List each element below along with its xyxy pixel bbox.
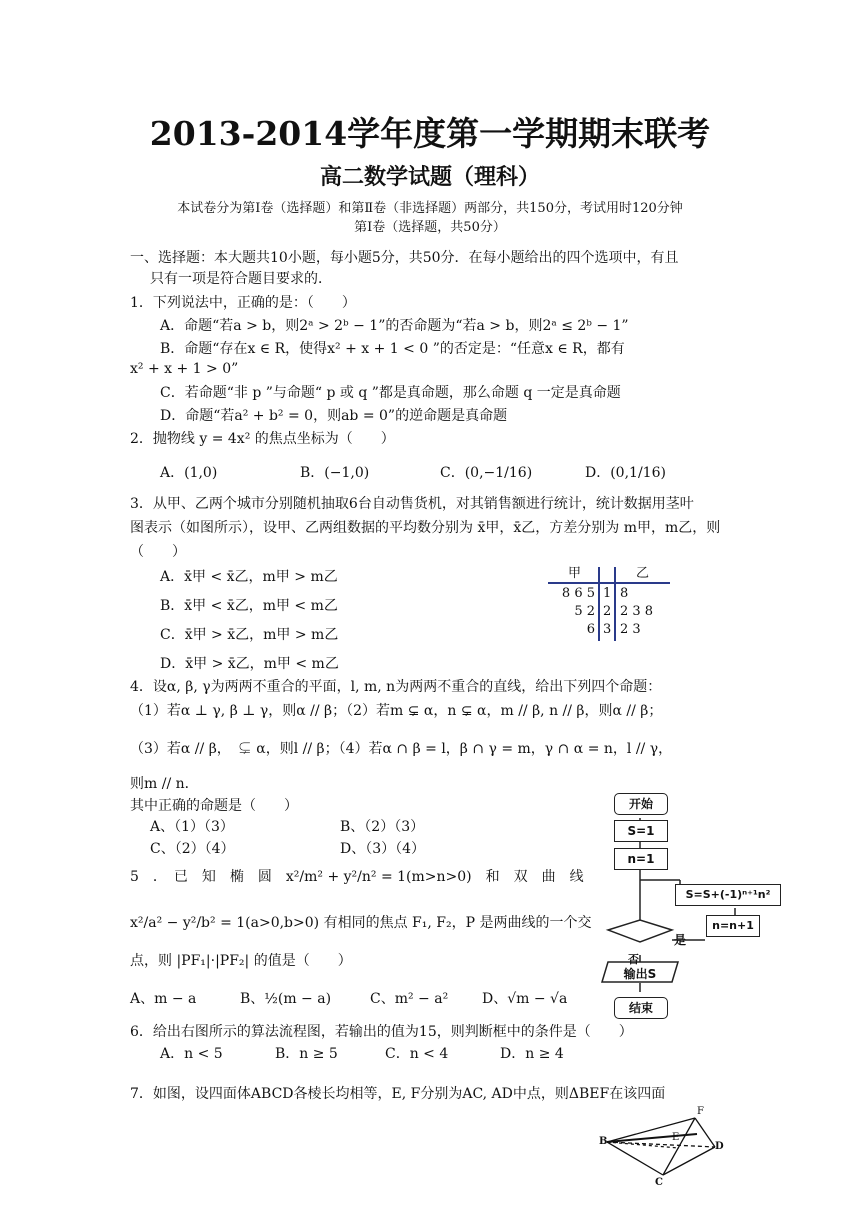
q6-option-c: C．n < 4 (385, 1046, 449, 1062)
stem-leaf-row3-stem: 3 (603, 622, 612, 637)
q3-option-c: C．x̄甲 > x̄乙，m甲 > m乙 (160, 627, 339, 643)
flowchart-no-label: 否 (628, 953, 639, 966)
q4-line2: （1）若α ⊥ γ, β ⊥ γ，则α // β；（2）若m ⊊ α，n ⊊ α，m // β, n // β，则α // β； (130, 703, 663, 719)
q3-line3: （ ） (130, 544, 186, 560)
flowchart-output: 输出S (623, 967, 657, 981)
stem-leaf-row1-left: 8 6 5 (561, 586, 595, 601)
q6-option-d: D．n ≥ 4 (500, 1046, 564, 1062)
page-subtitle: 高二数学试题（理科） (319, 164, 540, 190)
q2-option-b: B．(−1,0) (300, 465, 370, 481)
stem-leaf-hline (548, 582, 670, 584)
q3-option-b: B．x̄甲 < x̄乙，m甲 < m乙 (160, 598, 338, 614)
q4-line4: 则m // n． (130, 776, 199, 792)
part1-heading: 第Ⅰ卷（选择题，共50分） (354, 220, 506, 235)
q6-option-b: B．n ≥ 5 (275, 1046, 338, 1062)
q1-option-a: A．命题“若a > b，则2ᵃ > 2ᵇ − 1”的否命题为“若a > b，则2ᵃ ≤ 2ᵇ − 1” (160, 318, 629, 334)
flowchart-init-s: S=1 (614, 820, 668, 842)
stem-leaf-row3-left: 6 (586, 622, 595, 637)
q5-option-a: A、m − a (130, 991, 197, 1007)
flowchart-yes-label: 是 (674, 933, 687, 947)
exam-intro: 本试卷分为第Ⅰ卷（选择题）和第Ⅱ卷（非选择题）两部分，共150分，考试用时120分钟 (177, 201, 683, 216)
q4-line1: 4．设α, β, γ为两两不重合的平面，l, m, n为两两不重合的直线，给出下列四个命题： (130, 679, 662, 695)
q5-line3: 点，则 |PF₁|·|PF₂| 的值是（ ） (130, 953, 352, 969)
decision-diamond (608, 920, 672, 942)
stem-leaf-row1-stem: 1 (603, 586, 612, 601)
flowchart-update-s: S=S+(-1)ⁿ⁺¹n² (675, 884, 781, 906)
stem-leaf-header-right: 乙 (636, 566, 650, 581)
q1-stem: 1．下列说法中，正确的是：（ ） (130, 295, 356, 311)
q3-line2: 图表示（如图所示），设甲、乙两组数据的平均数分别为 x̄甲，x̄乙，方差分别为 m甲，m乙，则 (130, 520, 721, 536)
section1-line1: 一、选择题：本大题共10小题，每小题5分，共50分．在每小题给出的四个选项中，有且 (130, 250, 679, 266)
q6-option-a: A．n < 5 (160, 1046, 223, 1062)
tetra-label-b: B (599, 1136, 608, 1147)
flowchart-init-n: n=1 (614, 848, 668, 870)
stem-leaf-vline-left (598, 567, 600, 641)
stem-leaf-row3-right: 2 3 (620, 622, 641, 637)
q4-option-b: B、（2）（3） (340, 819, 425, 835)
q7-stem: 7．如图，设四面体ABCD各棱长均相等，E, F分别为AC, AD中点，则ΔBEF在该四面 (130, 1086, 666, 1102)
section1-line2: 只有一项是符合题目要求的． (150, 271, 332, 287)
stem-leaf-vline-right (614, 567, 616, 641)
q3-option-a: A．x̄甲 < x̄乙，m甲 > m乙 (160, 569, 338, 585)
tetra-label-f: F (697, 1106, 704, 1117)
q5-option-d: D、√m − √a (482, 991, 568, 1007)
flowchart-start: 开始 (614, 793, 668, 815)
q1-option-d: D．命题“若a² + b² = 0，则ab = 0”的逆命题是真命题 (160, 408, 508, 424)
q5-option-b: B、½(m − a) (240, 991, 332, 1007)
q3-line1: 3．从甲、乙两个城市分别随机抽取6台自动售货机，对其销售额进行统计，统计数据用茎叶 (130, 496, 694, 512)
q1-option-b: B．命题“存在x ∈ R，使得x² + x + 1 < 0 ”的否定是：“任意x ∈ R，都有 (160, 341, 625, 357)
q4-line5: 其中正确的命题是（ ） (130, 798, 298, 814)
stem-leaf-row2-stem: 2 (603, 604, 612, 619)
flowchart-update-n: n=n+1 (706, 915, 760, 937)
tetrahedron-lines (595, 1100, 735, 1195)
q5-option-c: C、m² − a² (370, 991, 449, 1007)
stem-leaf-header-left: 甲 (568, 566, 582, 581)
stem-leaf-row1-right: 8 (620, 586, 629, 601)
q2-stem: 2．抛物线 y = 4x² 的焦点坐标为（ ） (130, 431, 395, 447)
q4-line3: （3）若α // β， ⊊ α，则l // β；（4）若α ∩ β = l，β ∩ γ = m，γ ∩ α = n，l // γ， (130, 741, 673, 757)
stem-leaf-plot (548, 562, 673, 642)
q3-option-d: D．x̄甲 > x̄乙，m甲 < m乙 (160, 656, 339, 672)
page-title: 2013-2014学年度第一学期期末联考 (149, 114, 711, 153)
q1-option-c: C．若命题“非 p ”与命题“ p 或 q ”都是真命题，那么命题 q 一定是真命题 (160, 385, 621, 401)
tetra-label-e: E (672, 1132, 680, 1143)
flowchart-end: 结束 (614, 997, 668, 1019)
q2-option-c: C．(0,−1/16) (440, 465, 533, 481)
q6-stem: 6．给出右图所示的算法流程图，若输出的值为15，则判断框中的条件是（ ） (130, 1024, 633, 1040)
q1-option-b-cont: x² + x + 1 > 0” (130, 361, 239, 377)
q5-line2: x²/a² − y²/b² = 1(a>0,b>0) 有相同的焦点 F₁, F₂，P 是两曲线的一个交 (130, 915, 592, 931)
tetra-label-c: C (655, 1177, 663, 1188)
stem-leaf-row2-right: 2 3 8 (620, 604, 654, 619)
q4-option-d: D、（3）（4） (340, 841, 426, 857)
q5-line1: 5 ． 已 知 椭 圆 x²/m² + y²/n² = 1(m>n>0) 和 双 曲 线 (130, 869, 584, 885)
q2-option-d: D．(0,1/16) (585, 465, 666, 481)
tetra-label-d: D (715, 1141, 724, 1152)
stem-leaf-row2-left: 5 2 (574, 604, 595, 619)
q4-option-c: C、（2）（4） (150, 841, 235, 857)
q2-option-a: A．(1,0) (160, 465, 218, 481)
q4-option-a: A、（1）（3） (150, 819, 234, 835)
